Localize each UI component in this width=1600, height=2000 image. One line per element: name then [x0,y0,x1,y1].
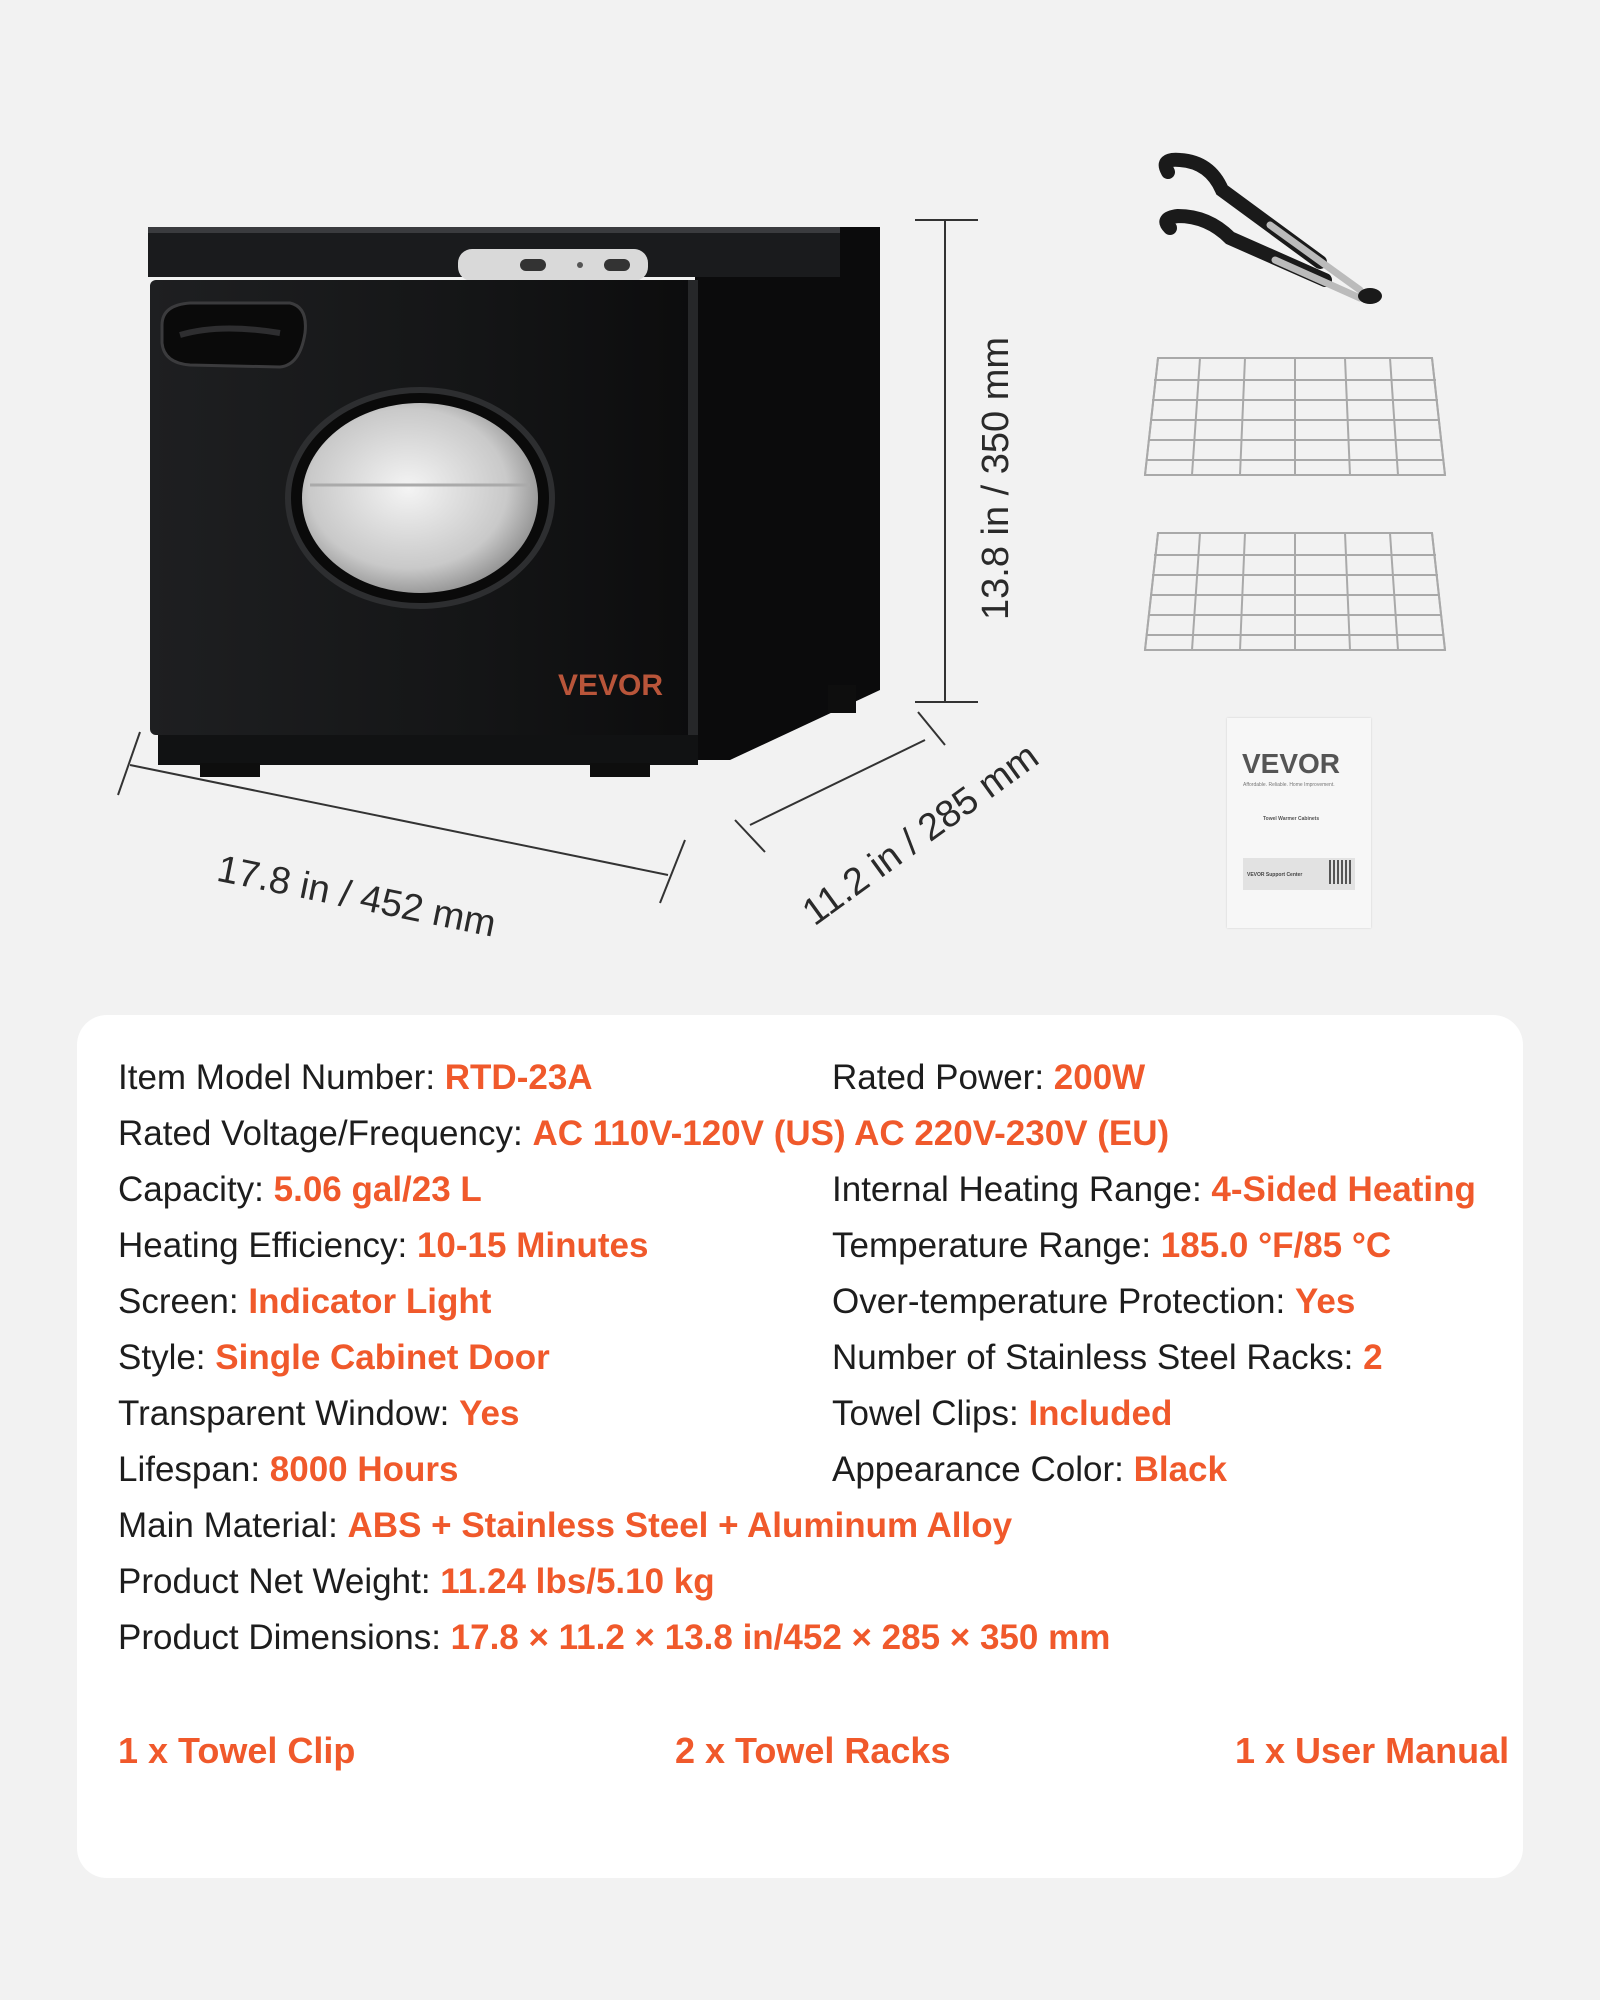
manual-tagline: Affordable. Reliable. Home Improvement. [1243,782,1335,788]
accessory-user-manual: 1 x User Manual [1235,1730,1510,1771]
spec-value: 185.0 °F/85 °C [1160,1226,1392,1265]
spec-value: 4-Sided Heating [1211,1170,1476,1209]
spec-label: Number of Stainless Steel Racks: [832,1338,1364,1377]
spec-row [832,1450,1227,1490]
spec-row [118,1226,648,1266]
manual-brand-logo: VEVOR [1242,748,1341,779]
spec-label: Internal Heating Range: [832,1170,1212,1209]
spec-row [832,1170,1476,1210]
width-dimension-label: 17.8 in / 452 mm [213,848,500,946]
depth-dimension-label: 11.2 in / 285 mm [795,735,1047,934]
towel-clip-image [1150,150,1390,310]
spec-value: 10-15 Minutes [416,1226,649,1265]
spec-row [118,1114,1169,1154]
spec-label: Towel Clips: [832,1394,1029,1433]
spec-label: Product Dimensions: [118,1618,451,1657]
spec-value: 8000 Hours [269,1450,459,1489]
spec-row [118,1394,519,1434]
spec-value: 17.8 × 11.2 × 13.8 in/452 × 285 × 350 mm [450,1618,1111,1657]
spec-row [118,1170,482,1210]
towel-rack-image [1140,350,1450,485]
spec-row [832,1394,1172,1434]
spec-label: Product Net Weight: [118,1562,441,1601]
spec-row [832,1226,1391,1266]
spec-row [832,1338,1383,1378]
spec-row [118,1506,1012,1546]
accessory-towel-racks: 2 x Towel Racks [675,1730,951,1771]
spec-value: Included [1028,1394,1173,1433]
spec-label: Over-temperature Protection: [832,1282,1295,1321]
spec-value: Indicator Light [248,1282,492,1321]
spec-label: Style: [118,1338,216,1377]
spec-label: Main Material: [118,1506,348,1545]
spec-row [118,1058,593,1098]
height-dimension-label: 13.8 in / 350 mm [975,336,1017,620]
spec-value: Yes [1294,1282,1356,1321]
spec-value: AC 110V-120V (US) AC 220V-230V (EU) [532,1114,1170,1153]
spec-value: ABS + Stainless Steel + Aluminum Alloy [347,1506,1013,1545]
spec-row [118,1282,491,1322]
manual-support-label: VEVOR Support Center [1247,872,1303,878]
spec-row [118,1338,550,1378]
spec-label: Item Model Number: [118,1058,445,1097]
spec-row [118,1618,1110,1658]
spec-value: Yes [459,1394,520,1433]
spec-label: Rated Power: [832,1058,1054,1097]
spec-value: 200W [1053,1058,1146,1097]
spec-row [832,1282,1355,1322]
cabinet-brand-logo: VEVOR [558,669,664,702]
spec-row [118,1562,715,1602]
spec-label: Transparent Window: [118,1394,460,1433]
spec-label: Heating Efficiency: [118,1226,417,1265]
spec-label: Lifespan: [118,1450,270,1489]
accessory-towel-clip: 1 x Towel Clip [118,1730,356,1771]
spec-label: Capacity: [118,1170,274,1209]
spec-value: 5.06 gal/23 L [273,1170,482,1209]
spec-label: Screen: [118,1282,249,1321]
spec-row [118,1450,459,1490]
spec-value: 2 [1363,1338,1383,1377]
spec-row [832,1058,1145,1098]
spec-value: RTD-23A [444,1058,593,1097]
towel-rack-image [1140,525,1450,660]
user-manual-image [1227,718,1371,928]
spec-label: Rated Voltage/Frequency: [118,1114,533,1153]
spec-value: Single Cabinet Door [215,1338,550,1377]
spec-label: Temperature Range: [832,1226,1161,1265]
spec-label: Appearance Color: [832,1450,1134,1489]
spec-value: 11.24 lbs/5.10 kg [440,1562,715,1601]
manual-title: Towel Warmer Cabinets [1263,816,1320,822]
spec-value: Black [1133,1450,1227,1489]
qr-code-icon [1329,860,1353,884]
